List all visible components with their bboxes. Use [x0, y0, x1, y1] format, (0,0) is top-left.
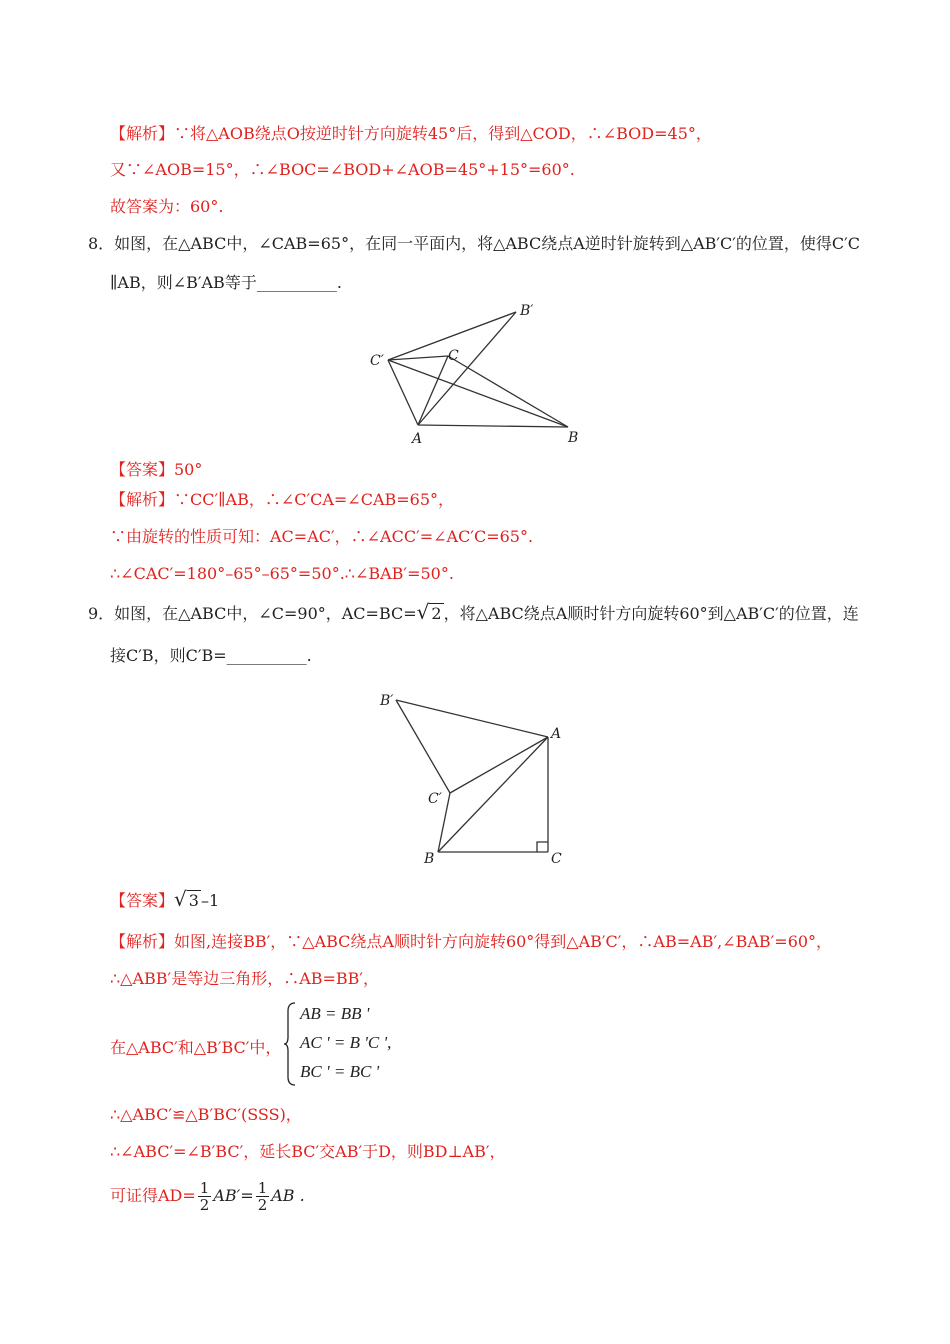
- problem-9-sqrt-value: 2: [431, 604, 442, 623]
- problem-9-analysis-line-3: 在△ABC′和△B′BC′中，: [110, 1038, 282, 1057]
- label-c-prime: C′: [370, 353, 384, 369]
- fraction-numerator: 1: [199, 1179, 210, 1197]
- fraction-numerator-2: 1: [257, 1179, 268, 1197]
- segment-a-b-prime: [418, 312, 516, 425]
- brace-icon: [283, 1001, 297, 1087]
- analysis-7-line-3: 故答案为：60°.: [110, 197, 224, 216]
- problem-9-analysis-line-2: ∴△ABB′是等边三角形，∴AB=BB′，: [110, 969, 380, 988]
- line-6-tail: AB .: [271, 1186, 305, 1205]
- segment-c-b: [448, 356, 568, 427]
- problem-9-statement-part-a: 9．如图，在△ABC中，∠C=90°，AC=BC=: [88, 604, 417, 623]
- system-row-2: [300, 1033, 391, 1053]
- label-a: A: [551, 726, 562, 742]
- problem-9-analysis-line-6: [110, 1176, 305, 1216]
- segment-b-prime-c-prime: [396, 700, 450, 793]
- congruence-system: [283, 1001, 423, 1089]
- segment-b-a: [438, 737, 548, 852]
- problem-9-analysis-line-5: ∴∠ABC′=∠B′BC′，延长BC′交AB′于D，则BD⊥AB′，: [110, 1142, 506, 1161]
- label-c-prime: C′: [428, 791, 442, 807]
- problem-9-statement-part-b: ，将△ABC绕点A顺时针方向旋转60°到△AB′C′的位置，连: [443, 604, 859, 623]
- problem-9-analysis-line-4: ∴△ABC′≌△B′BC′(SSS)，: [110, 1105, 302, 1124]
- line-6-mid: AB′=: [213, 1186, 254, 1205]
- problem-9-statement-line-2: 接C′B，则C′B=__________.: [110, 646, 312, 665]
- line-6-prefix: 可证得AD=: [110, 1186, 196, 1205]
- problem-8-analysis-line-3: ∴∠CAC′=180°–65°–65°=50°.∴∠BAB′=50°.: [110, 564, 454, 583]
- fraction-denominator: 2: [199, 1196, 210, 1214]
- system-row-1: AB = BB ': [300, 1004, 370, 1023]
- sqrt-symbol: √: [416, 600, 430, 624]
- problem-8-figure: [360, 300, 600, 450]
- fraction-denominator-2: 2: [257, 1196, 268, 1214]
- segment-a-c: [418, 356, 448, 425]
- system-tail: ,: [387, 1033, 392, 1052]
- label-b-prime: B′: [520, 303, 534, 319]
- label-c: C: [551, 851, 562, 867]
- problem-8-answer: 【答案】50°: [110, 460, 203, 479]
- segment-c-prime-a: [450, 737, 548, 793]
- analysis-7-line-1: 【解析】∵将△AOB绕点O按逆时针方向旋转45°后，得到△COD，∴∠BOD=45°，: [110, 124, 712, 143]
- problem-9-analysis-line-1: 【解析】如图,连接BB′，∵△ABC绕点A顺时针方向旋转60°得到△AB′C′，∴AB=AB′,∠BAB′=60°，: [110, 932, 833, 951]
- system-row-2-text: AC ' = B 'C ': [300, 1033, 388, 1052]
- problem-8-statement-line-1: 8．如图，在△ABC中，∠CAB=65°，在同一平面内，将△ABC绕点A逆时针旋转到△AB′C′的位置，使得C′C: [88, 234, 861, 253]
- label-b: B: [424, 851, 435, 867]
- system-row-3: BC ' = BC ': [300, 1062, 380, 1081]
- label-b: B: [568, 430, 579, 446]
- problem-9-answer-sqrt-value: 3: [188, 891, 199, 910]
- label-b-prime: B′: [380, 693, 394, 709]
- problem-8-statement-line-2: ∥AB，则∠B′AB等于__________.: [110, 273, 342, 292]
- problem-9-statement-line-1: [88, 601, 859, 625]
- fraction-one-half: [198, 1180, 212, 1213]
- right-angle-mark: [537, 842, 548, 852]
- sqrt-symbol: √: [174, 887, 187, 911]
- segment-a-b: [418, 425, 568, 427]
- problem-9-answer: [110, 888, 219, 912]
- fraction-one-half-2: [256, 1180, 270, 1213]
- problem-9-answer-tail: –1: [200, 891, 220, 910]
- problem-9-figure: [370, 685, 580, 870]
- problem-9-answer-label: 【答案】: [110, 891, 175, 910]
- segment-b-prime-a: [396, 700, 548, 737]
- analysis-7-line-2: 又∵∠AOB=15°，∴∠BOC=∠BOD+∠AOB=45°+15°=60°.: [110, 160, 575, 179]
- label-a: A: [412, 431, 423, 447]
- problem-8-analysis-line-2: ∵由旋转的性质可知：AC=AC′，∴∠ACC′=∠AC′C=65°.: [110, 527, 534, 546]
- problem-8-analysis-line-1: 【解析】∵CC′∥AB，∴∠C′CA=∠CAB=65°，: [110, 490, 455, 509]
- label-c: C: [448, 348, 459, 364]
